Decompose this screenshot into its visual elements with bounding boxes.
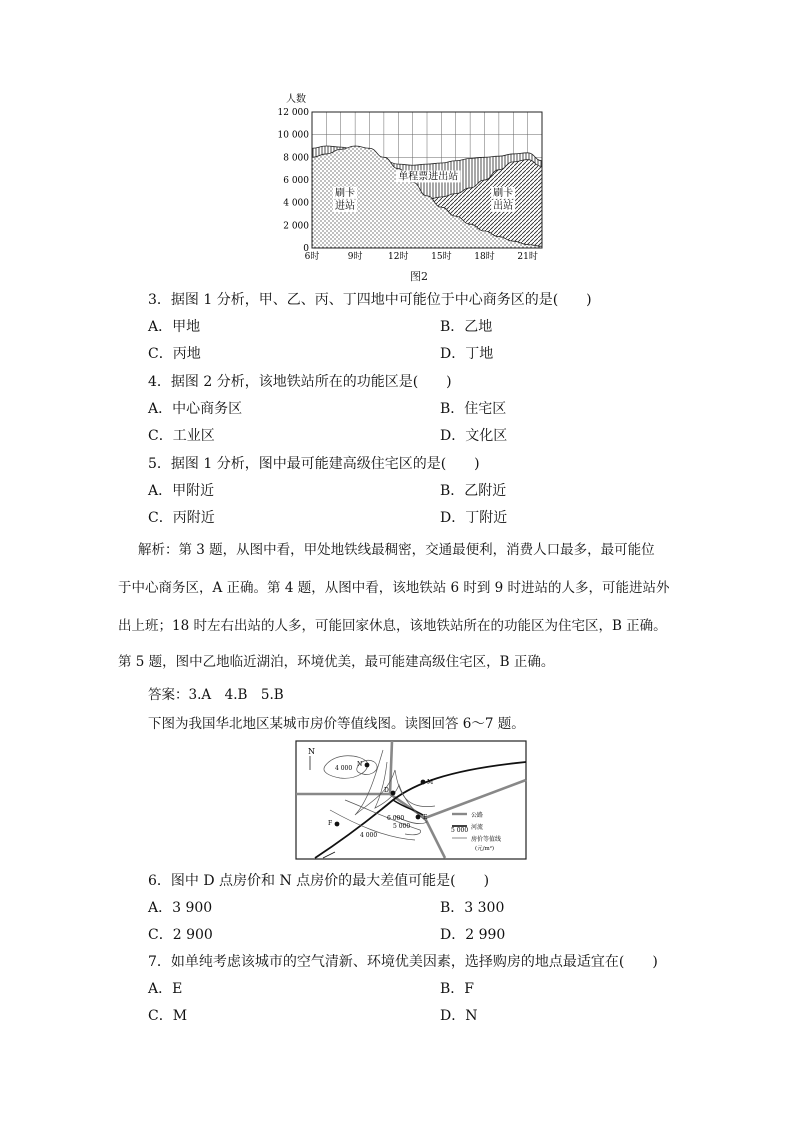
point-M <box>421 780 426 785</box>
analysis-line: 于中心商务区，A 正确。第 4 题，从图中看，该地铁站 6 时到 9 时进站的人多，可能进站外 <box>118 580 670 596</box>
svg-text:E: E <box>423 814 428 821</box>
svg-text:(元/m²): (元/m²) <box>475 846 495 852</box>
x-tick-label: 21时 <box>517 252 538 262</box>
contour-label: 5 000 <box>451 827 469 834</box>
answer-option[interactable]: C．丙附近 <box>148 510 215 526</box>
answer-option[interactable]: D．2 990 <box>440 927 506 943</box>
x-tick-label: 6时 <box>304 252 320 262</box>
svg-text:N: N <box>357 761 363 768</box>
analysis-line: 解析：第 3 题，从图中看，甲处地铁线最稠密，交通最便利，消费人口最多，最可能位 <box>138 542 655 558</box>
y-tick-label: 12 000 <box>277 108 309 118</box>
question-stem: 3．据图 1 分析，甲、乙、丙、丁四地中可能位于中心商务区的是( ) <box>148 292 592 308</box>
y-tick-label: 10 000 <box>277 130 309 141</box>
y-tick-label: 0 <box>303 244 309 254</box>
svg-text:河流: 河流 <box>471 824 484 831</box>
point-E <box>416 815 421 820</box>
series-label: 进站 <box>335 200 355 212</box>
contour-label: 5 000 <box>393 823 411 830</box>
series-label: 单程票进出站 <box>398 171 459 183</box>
analysis-line: 第 5 题，图中乙地临近湖泊，环境优美，最可能建高级住宅区，B 正确。 <box>118 654 555 670</box>
svg-text:公路: 公路 <box>471 812 484 819</box>
house-price-map <box>295 740 527 860</box>
answer-option[interactable]: C．丙地 <box>148 346 201 362</box>
intro-line: 下图为我国华北地区某城市房价等值线图。读图回答 6～7 题。 <box>148 716 525 732</box>
y-tick-label: 4 000 <box>283 198 309 209</box>
x-tick-label: 9时 <box>347 252 363 262</box>
answer-option[interactable]: D．丁地 <box>440 346 494 362</box>
answer-option[interactable]: D．文化区 <box>440 428 508 444</box>
series-label: 刷卡 <box>335 187 355 199</box>
answer-line: 答案：3.A 4.B 5.B <box>148 687 284 703</box>
answer-option[interactable]: A．中心商务区 <box>148 401 243 417</box>
answer-option[interactable]: B．F <box>440 981 475 997</box>
answer-option[interactable]: C．2 900 <box>148 927 213 943</box>
svg-text:D: D <box>384 787 389 794</box>
svg-text:房价等值线: 房价等值线 <box>471 836 502 843</box>
question-stem: 6．图中 D 点房价和 N 点房价的最大差值可能是( ) <box>148 873 490 889</box>
answer-option[interactable]: B．住宅区 <box>440 401 507 417</box>
point-N <box>365 763 370 768</box>
x-tick-label: 18时 <box>474 252 495 262</box>
x-tick-label: 15时 <box>431 252 452 262</box>
answer-option[interactable]: A．甲地 <box>148 319 201 335</box>
chart-caption: 图2 <box>410 270 428 283</box>
question-stem: 7．如单纯考虑该城市的空气清新、环境优美因素，选择购房的地点最适宜在( ) <box>148 954 658 970</box>
svg-text:F: F <box>328 820 333 827</box>
answer-option[interactable]: B．乙附近 <box>440 483 507 499</box>
answer-option[interactable]: D．丁附近 <box>440 510 508 526</box>
analysis-line: 出上班；18 时左右出站的人多，可能回家休息，该地铁站所在的功能区为住宅区，B 正确。 <box>118 618 667 634</box>
point-F <box>335 822 340 827</box>
answer-option[interactable]: B．3 300 <box>440 900 505 916</box>
question-stem: 5．据图 1 分析，图中最可能建高级住宅区的是( ) <box>148 456 480 472</box>
question-stem: 4．据图 2 分析，该地铁站所在的功能区是( ) <box>148 374 452 390</box>
x-tick-label: 12时 <box>388 252 409 262</box>
contour-label: 4 000 <box>360 832 378 839</box>
north-label: N <box>308 747 315 756</box>
answer-option[interactable]: C．工业区 <box>148 428 215 444</box>
answer-option[interactable]: D．N <box>440 1008 478 1024</box>
y-tick-label: 2 000 <box>283 221 309 232</box>
y-axis-label: 人数 <box>286 94 306 105</box>
series-label: 刷卡 <box>493 187 514 199</box>
answer-option[interactable]: A．3 900 <box>148 900 213 916</box>
passenger-flow-chart <box>270 90 570 285</box>
y-tick-label: 8 000 <box>283 153 309 164</box>
y-tick-label: 6 000 <box>283 176 309 186</box>
answer-option[interactable]: B．乙地 <box>440 319 493 335</box>
answer-option[interactable]: A．甲附近 <box>148 483 215 499</box>
point-D <box>391 791 396 796</box>
contour-label: 4 000 <box>335 765 353 772</box>
answer-option[interactable]: A．E <box>148 981 183 997</box>
series-label: 出站 <box>493 200 514 212</box>
contour-label: 6 000 <box>387 815 405 822</box>
svg-text:M: M <box>427 779 434 786</box>
answer-option[interactable]: C．M <box>148 1008 188 1024</box>
